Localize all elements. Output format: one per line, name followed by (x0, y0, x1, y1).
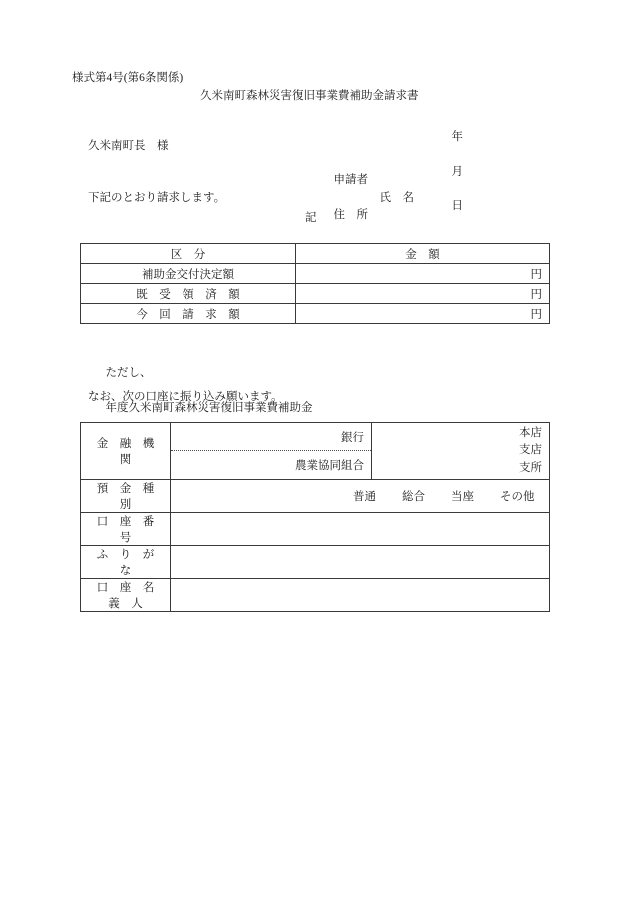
coop-suffix-row[interactable] (171, 451, 371, 479)
bank-suffix-row[interactable] (171, 424, 371, 451)
institution-name-cell[interactable] (171, 423, 372, 480)
table-row-furigana (81, 546, 550, 579)
row-value-grant-decision[interactable]: 円 (296, 264, 550, 284)
table-row (81, 304, 550, 324)
deposit-type-options (178, 488, 542, 504)
bank-suffix-label: 銀行 (341, 431, 364, 444)
branch-option-sub-branch[interactable]: 支所 (519, 461, 542, 474)
deposit-type-general[interactable]: 総合 (402, 491, 425, 503)
tadashi-suffix: 年度久米南町森林災害復旧事業費補助金 (105, 401, 313, 414)
branch-options (372, 423, 549, 479)
branch-option-branch[interactable]: 支店 (519, 444, 542, 457)
applicant-name-row (368, 173, 414, 225)
account-number-label: 口 座 番 号 (81, 513, 171, 546)
ki-mark: 記 (305, 212, 317, 224)
deposit-type-current[interactable]: 当座 (451, 491, 474, 503)
furigana-label: ふ り が な (81, 546, 171, 579)
form-number: 様式第4号(第6条関係) (72, 72, 184, 84)
branch-cell[interactable] (372, 423, 550, 480)
deposit-type-label: 預 金 種 別 (81, 480, 171, 513)
request-sentence: 下記のとおり請求します。 (88, 192, 226, 204)
deposit-type-ordinary[interactable]: 普通 (353, 491, 376, 503)
address-label: 住 所 (333, 208, 368, 221)
institution-label: 金 融 機 関 (81, 423, 171, 480)
account-holder-value[interactable] (171, 579, 550, 612)
date-year-label: 年 (451, 131, 463, 144)
deposit-type-other[interactable]: その他 (500, 491, 535, 503)
row-label-already-received: 既 受 領 済 額 (81, 284, 296, 304)
deposit-type-cell[interactable] (171, 480, 550, 513)
header-amount: 金 額 (296, 244, 550, 264)
applicant-label: 申請者 (333, 174, 368, 187)
account-holder-label: 口 座 名 義 人 (81, 579, 171, 612)
tadashi-prefix: ただし、 (105, 367, 152, 380)
addressee: 久米南町長 様 (88, 140, 169, 152)
table-row-deposit-type (81, 480, 550, 513)
table-row-institution (81, 423, 550, 480)
furigana-value[interactable] (171, 546, 550, 579)
row-value-current-claim[interactable]: 円 (296, 304, 550, 324)
branch-option-head-office[interactable]: 本店 (519, 426, 542, 439)
applicant-address-row (322, 155, 368, 241)
date-month-label: 月 (451, 165, 463, 178)
row-label-current-claim: 今 回 請 求 額 (81, 304, 296, 324)
row-label-grant-decision: 補助金交付決定額 (81, 264, 296, 284)
table-row (81, 264, 550, 284)
bank-account-table (80, 422, 550, 612)
coop-suffix-label: 農業協同組合 (295, 459, 364, 472)
date-day-label: 日 (451, 200, 463, 213)
name-label: 氏 名 (379, 192, 414, 205)
row-value-already-received[interactable]: 円 (296, 284, 550, 304)
account-number-value[interactable] (171, 513, 550, 546)
header-category: 区 分 (81, 244, 296, 264)
table-row-account-number (81, 513, 550, 546)
date-line (440, 112, 478, 233)
document-title: 久米南町森林災害復旧事業費補助金請求書 (200, 90, 419, 102)
table-row (81, 284, 550, 304)
table-row-account-holder (81, 579, 550, 612)
amount-table (80, 243, 550, 324)
transfer-note: なお、次の口座に振り込み願います。 (88, 391, 283, 403)
table-header-row (81, 244, 550, 264)
